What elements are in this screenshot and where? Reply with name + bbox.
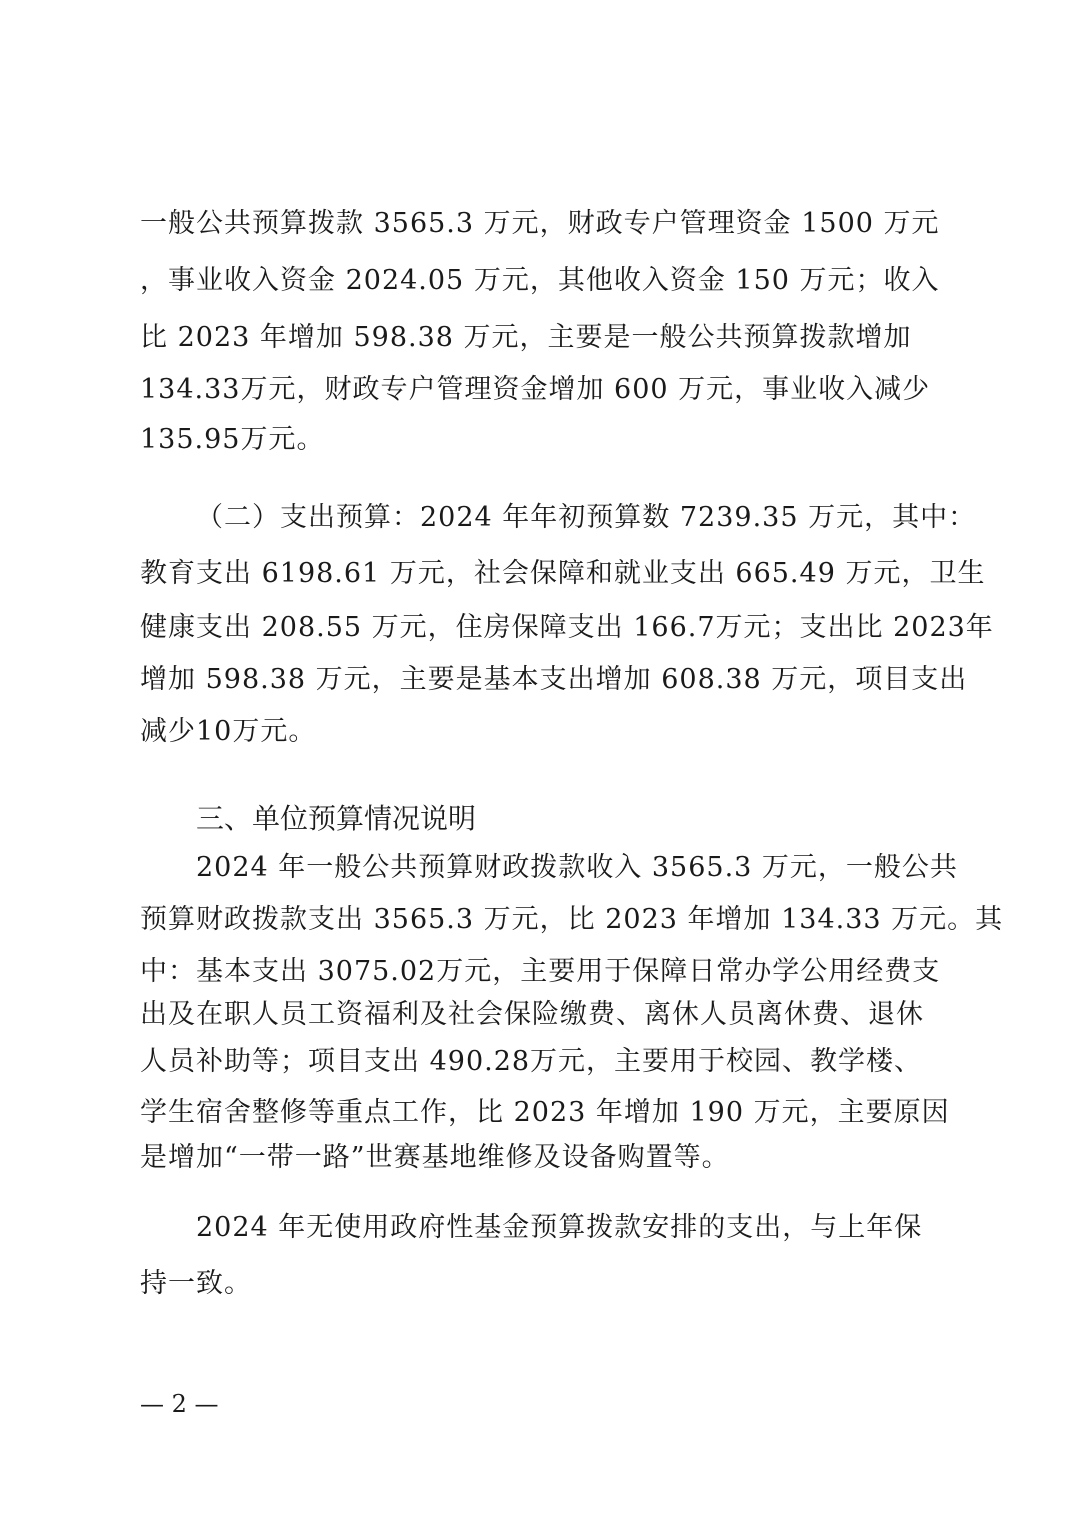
text-line: ，事业收入资金 2024.05 万元，其他收入资金 150 万元；收入: [140, 265, 940, 296]
text-line: 增加 598.38 万元，主要是基本支出增加 608.38 万元，项目支出: [140, 664, 968, 695]
text-line: 中：基本支出 3075.02万元，主要用于保障日常办学公用经费支: [140, 956, 941, 987]
text-line: 一般公共预算拨款 3565.3 万元，财政专户管理资金 1500 万元: [140, 208, 940, 239]
section-heading: 三、单位预算情况说明: [196, 802, 477, 835]
text-line: 2024 年无使用政府性基金预算拨款安排的支出，与上年保: [196, 1212, 923, 1243]
text-line: 持一致。: [140, 1268, 252, 1299]
text-line: 比 2023 年增加 598.38 万元，主要是一般公共预算拨款增加: [140, 322, 912, 353]
text-line: 2024 年一般公共预算财政拨款收入 3565.3 万元，一般公共: [196, 852, 958, 883]
text-line: 134.33万元，财政专户管理资金增加 600 万元，事业收入减少: [140, 374, 931, 405]
text-line: 减少10万元。: [140, 716, 317, 747]
text-line: 出及在职人员工资福利及社会保险缴费、离休人员离休费、退休: [140, 999, 924, 1030]
text-line: 是增加“一带一路”世赛基地维修及设备购置等。: [140, 1142, 730, 1173]
text-line: 预算财政拨款支出 3565.3 万元，比 2023 年增加 134.33 万元。其: [140, 904, 1004, 935]
text-line: 135.95万元。: [140, 424, 325, 455]
text-line: （二）支出预算：2024 年年初预算数 7239.35 万元，其中：: [196, 502, 977, 533]
text-line: 教育支出 6198.61 万元，社会保障和就业支出 665.49 万元，卫生: [140, 558, 986, 589]
text-line: 学生宿舍整修等重点工作，比 2023 年增加 190 万元，主要原因: [140, 1097, 950, 1128]
text-line: 人员补助等；项目支出 490.28万元，主要用于校园、教学楼、: [140, 1046, 923, 1077]
text-line: 健康支出 208.55 万元，住房保障支出 166.7万元；支出比 2023年: [140, 612, 994, 643]
page-number: — 2 —: [140, 1390, 219, 1418]
